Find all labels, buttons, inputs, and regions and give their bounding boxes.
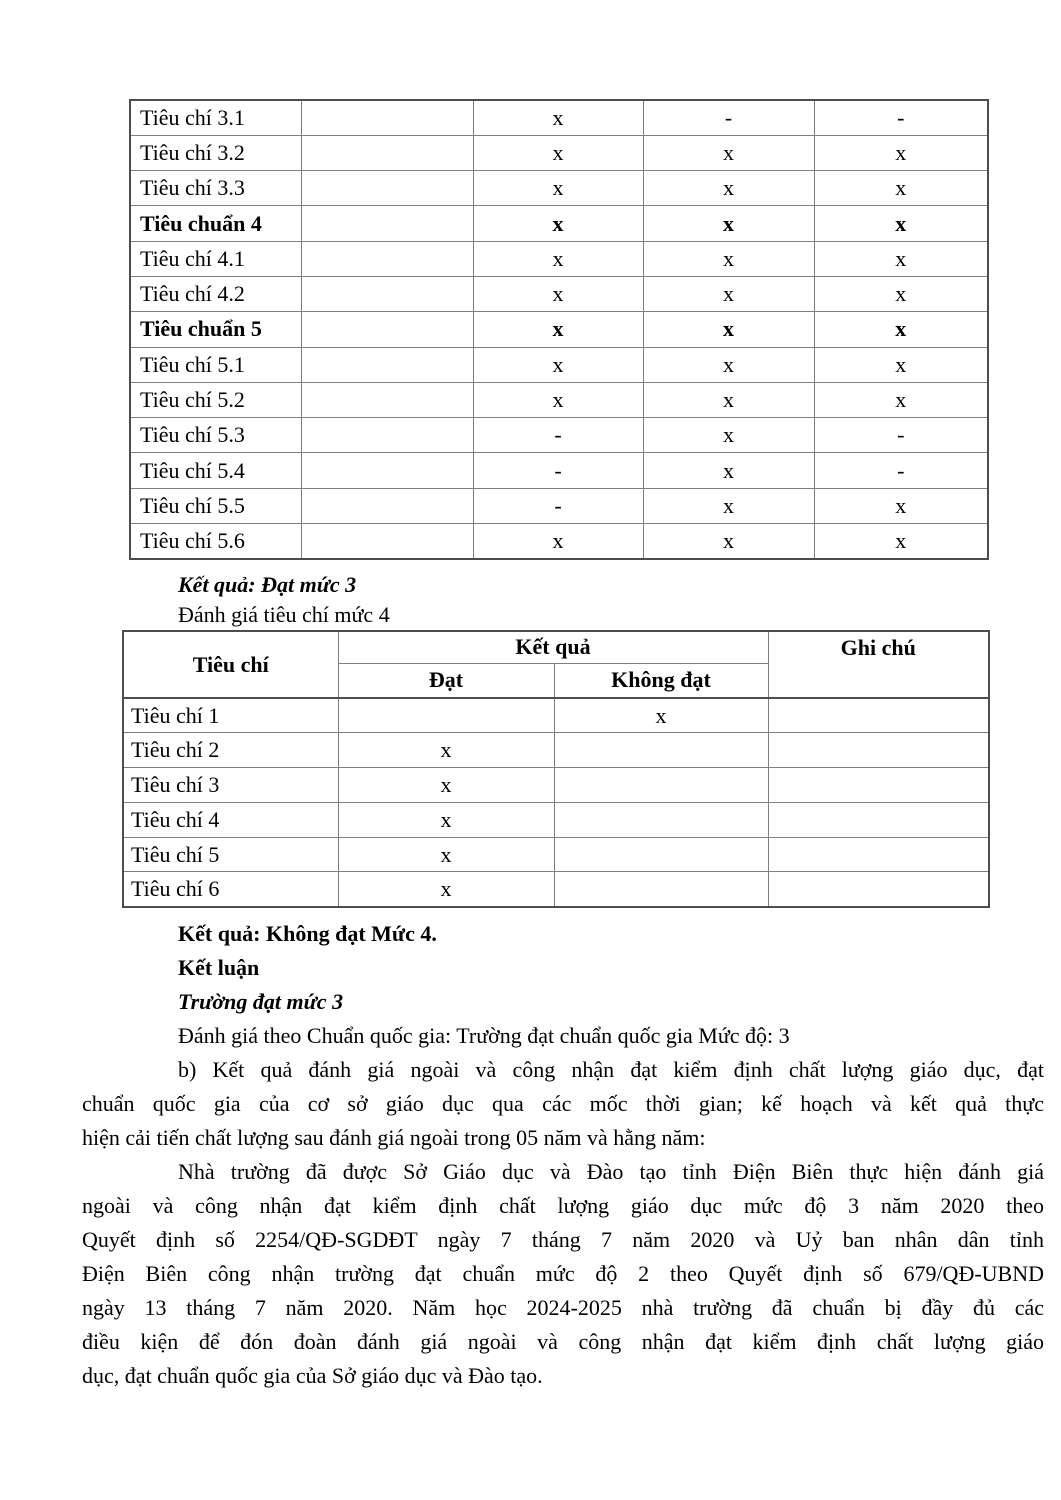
header-pass: Đạt — [338, 663, 554, 698]
mark-cell: x — [643, 241, 814, 276]
mark-cell: x — [814, 276, 988, 311]
pass-cell: x — [338, 837, 554, 872]
conclusion-block — [82, 917, 1044, 1393]
table-row — [130, 488, 988, 523]
paragraph-line: Nhà trường đã được Sở Giáo dục và Đào tạo tỉnh Điện Biên thực hiện đánh giá — [178, 1159, 1044, 1184]
header-note: Ghi chú — [768, 631, 989, 698]
paragraph-school — [82, 1155, 1044, 1393]
fail-cell: x — [554, 698, 768, 733]
criterion-label: Tiêu chí 3 — [123, 768, 338, 803]
criterion-label: Tiêu chí 3.3 — [130, 171, 301, 206]
empty-cell — [301, 488, 473, 523]
empty-cell — [301, 100, 473, 135]
table-row — [130, 382, 988, 417]
criterion-label: Tiêu chí 5.1 — [130, 347, 301, 382]
standard-label: Tiêu chuẩn 4 — [130, 206, 301, 241]
criterion-label: Tiêu chí 5.3 — [130, 418, 301, 453]
fail-cell — [554, 802, 768, 837]
criterion-label: Tiêu chí 6 — [123, 872, 338, 907]
criterion-label: Tiêu chí 4.1 — [130, 241, 301, 276]
mark-cell: x — [643, 382, 814, 417]
note-cell — [768, 698, 989, 733]
level4-criteria-table — [122, 630, 990, 908]
table-row — [130, 100, 988, 135]
table-row — [130, 241, 988, 276]
paragraph-b — [82, 1053, 1044, 1155]
level3-criteria-table — [129, 99, 989, 560]
criterion-label: Tiêu chí 3.1 — [130, 100, 301, 135]
criterion-label: Tiêu chí 5.5 — [130, 488, 301, 523]
mark-cell: x — [814, 135, 988, 170]
table-row — [130, 524, 988, 559]
mark-cell: - — [814, 453, 988, 488]
mark-cell: x — [643, 206, 814, 241]
empty-cell — [301, 241, 473, 276]
mark-cell: - — [814, 100, 988, 135]
mark-cell: x — [473, 312, 643, 347]
level4-intro-text: Đánh giá tiêu chí mức 4 — [178, 602, 390, 627]
note-cell — [768, 733, 989, 768]
mark-cell: - — [643, 100, 814, 135]
mark-cell: x — [643, 347, 814, 382]
mark-cell: - — [473, 488, 643, 523]
pass-cell: x — [338, 802, 554, 837]
paragraph-line: dục, đạt chuẩn quốc gia của Sở giáo dục và Đào tạo. — [82, 1363, 543, 1388]
note-cell — [768, 837, 989, 872]
pass-cell: x — [338, 768, 554, 803]
paragraph-line: chuẩn quốc gia của cơ sở giáo dục qua các mốc thời gian; kế hoạch và kết quả thực — [82, 1091, 1044, 1116]
header-fail: Không đạt — [554, 663, 768, 698]
criterion-label: Tiêu chí 5.4 — [130, 453, 301, 488]
mark-cell: x — [473, 206, 643, 241]
criterion-label: Tiêu chí 2 — [123, 733, 338, 768]
mark-cell: x — [473, 524, 643, 559]
mark-cell: x — [814, 382, 988, 417]
table-row — [123, 837, 989, 872]
paragraph-line: Điện Biên công nhận trường đạt chuẩn mức độ 2 theo Quyết định số 679/QĐ-UBND — [82, 1261, 1044, 1286]
mark-cell: x — [473, 241, 643, 276]
paragraph-line: b) Kết quả đánh giá ngoài và công nhận đạt kiểm định chất lượng giáo dục, đạt — [178, 1057, 1044, 1082]
mark-cell: x — [473, 135, 643, 170]
empty-cell — [301, 418, 473, 453]
table-row — [130, 135, 988, 170]
table-row-standard — [130, 206, 988, 241]
mark-cell: x — [473, 100, 643, 135]
table-row — [130, 418, 988, 453]
mark-cell: x — [473, 171, 643, 206]
fail-cell — [554, 837, 768, 872]
criterion-label: Tiêu chí 3.2 — [130, 135, 301, 170]
mark-cell: x — [643, 488, 814, 523]
mark-cell: - — [814, 418, 988, 453]
level3-result-text: Kết quả: Đạt mức 3 — [178, 572, 357, 597]
paragraph-line: ngoài và công nhận đạt kiểm định chất lượng giáo dục mức độ 3 năm 2020 theo — [82, 1193, 1044, 1218]
fail-cell — [554, 768, 768, 803]
level4-result-text: Kết quả: Không đạt Mức 4. — [178, 921, 437, 946]
empty-cell — [301, 276, 473, 311]
fail-cell — [554, 872, 768, 907]
conclusion-heading: Kết luận — [178, 955, 260, 980]
school-level-text: Trường đạt mức 3 — [178, 989, 344, 1014]
criterion-label: Tiêu chí 5 — [123, 837, 338, 872]
national-standard-text: Đánh giá theo Chuẩn quốc gia: Trường đạt chuẩn quốc gia Mức độ: 3 — [178, 1023, 790, 1048]
table-row — [130, 453, 988, 488]
pass-cell — [338, 698, 554, 733]
mark-cell: x — [814, 312, 988, 347]
header-criterion: Tiêu chí — [123, 631, 338, 698]
empty-cell — [301, 135, 473, 170]
table-row — [130, 171, 988, 206]
header-result: Kết quả — [338, 631, 768, 663]
mark-cell: x — [643, 453, 814, 488]
empty-cell — [301, 347, 473, 382]
criterion-label: Tiêu chí 5.6 — [130, 524, 301, 559]
mark-cell: x — [643, 418, 814, 453]
mark-cell: x — [814, 524, 988, 559]
mark-cell: x — [814, 206, 988, 241]
mark-cell: x — [643, 171, 814, 206]
caption-block — [82, 570, 1044, 630]
table-row — [123, 802, 989, 837]
mark-cell: - — [473, 418, 643, 453]
mark-cell: x — [814, 171, 988, 206]
empty-cell — [301, 453, 473, 488]
paragraph-line: Quyết định số 2254/QĐ-SGDĐT ngày 7 tháng 7 năm 2020 và Uỷ ban nhân dân tỉnh — [82, 1227, 1044, 1252]
standard-label: Tiêu chuẩn 5 — [130, 312, 301, 347]
criterion-label: Tiêu chí 1 — [123, 698, 338, 733]
empty-cell — [301, 171, 473, 206]
mark-cell: x — [473, 382, 643, 417]
fail-cell — [554, 733, 768, 768]
pass-cell: x — [338, 733, 554, 768]
table-row — [123, 733, 989, 768]
table-row-standard — [130, 312, 988, 347]
empty-cell — [301, 524, 473, 559]
empty-cell — [301, 206, 473, 241]
note-cell — [768, 872, 989, 907]
paragraph-line: hiện cải tiến chất lượng sau đánh giá ngoài trong 05 năm và hằng năm: — [82, 1125, 706, 1150]
table-row — [123, 872, 989, 907]
mark-cell: x — [643, 276, 814, 311]
criterion-label: Tiêu chí 4 — [123, 802, 338, 837]
mark-cell: x — [643, 312, 814, 347]
mark-cell: x — [814, 347, 988, 382]
table-row — [130, 276, 988, 311]
note-cell — [768, 802, 989, 837]
criterion-label: Tiêu chí 4.2 — [130, 276, 301, 311]
mark-cell: - — [473, 453, 643, 488]
empty-cell — [301, 312, 473, 347]
paragraph-line: điều kiện để đón đoàn đánh giá ngoài và công nhận đạt kiểm định chất lượng giáo — [82, 1329, 1044, 1354]
mark-cell: x — [643, 524, 814, 559]
table-header-row — [123, 631, 989, 663]
criterion-label: Tiêu chí 5.2 — [130, 382, 301, 417]
table-row — [123, 768, 989, 803]
table-row — [130, 347, 988, 382]
paragraph-line: ngày 13 tháng 7 năm 2020. Năm học 2024-2025 nhà trường đã chuẩn bị đầy đủ các — [82, 1295, 1044, 1320]
note-cell — [768, 768, 989, 803]
mark-cell: x — [814, 241, 988, 276]
table-row — [123, 698, 989, 733]
empty-cell — [301, 382, 473, 417]
mark-cell: x — [814, 488, 988, 523]
pass-cell: x — [338, 872, 554, 907]
mark-cell: x — [643, 135, 814, 170]
mark-cell: x — [473, 347, 643, 382]
mark-cell: x — [473, 276, 643, 311]
